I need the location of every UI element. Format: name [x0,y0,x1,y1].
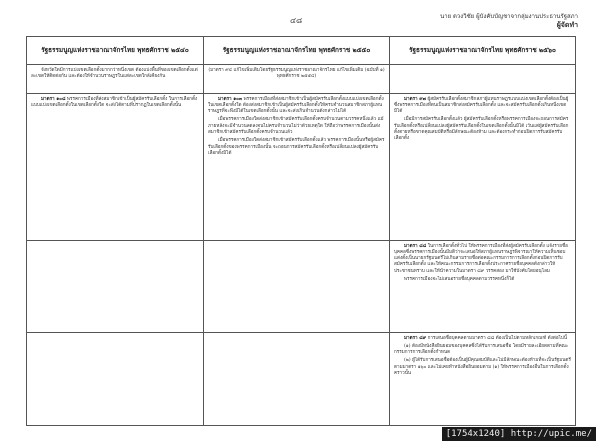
table-row [27,64,576,93]
header-2540: รัฐธรรมนูญแห่งราชอาณาจักรไทย พุทธศักราช ๒๕๔๐ [27,37,204,65]
header-role: ผู้จัดทำ [556,21,578,29]
mid-cell-2540 [27,240,204,332]
section-number: มาตรา ๘๘ [404,243,427,249]
header-2550: รัฐธรรมนูญแห่งราชอาณาจักรไทย พุทธศักราช ๒๕๕๐ [204,37,390,65]
table-row [27,240,576,332]
paragraph: เมื่อพรรคการเมืองใดส่งสมาชิกเข้าสมัครรับเลือกตั้งแล้ว พรรคการเมืองนั้นหรือผู้สมัครรับเลือกตั้งของพรรคการเมืองนั้น จะถอนการสมัครรับเลือกตั้งหรือเปลี่ยนแปลงผู้สมัครรับเลือกตั้งมิได้ [208,138,385,156]
comparison-table [26,36,576,426]
table-header-row [27,37,576,65]
list-item: (๒) ผู้ได้รับการเสนอชื่อต้องเป็นผู้มีคุณสมบัติและไม่มีลักษณะต้องห้ามที่จะเป็นรัฐมนตรีตามมาตรา ๑๖๐ และไม่เคยทำหนังสือยินยอมตาม (๑) ให้พรรคการเมืองอื่นในการเลือกตั้งคราวนั้น [394,358,571,377]
last-cell-2560 [390,332,576,425]
intro-cell-2560 [390,64,576,93]
last-cell-2540 [27,332,204,425]
main-cell-2540 [27,93,204,240]
intro-cell-2540: จังหวัดใดมีการแบ่งเขตเลือกตั้งมากกว่าหนึ่งเขต ต้องแบ่งพื้นที่ของเขตเลือกตั้งแต่ละเขตให้ติดต่อกัน และต้องให้จำนวนราษฎรในแต่ละเขตใกล้เคียงกัน [27,64,204,93]
section-text: พรรคการเมืองที่ส่งสมาชิกเข้าเป็นผู้สมัครรับเลือกตั้ง ในการเลือกตั้งแบบแบ่งเขตเลือกตั้งในเขตเลือกตั้งใด จะส่งได้ตามที่ปรากฏในเขตเลือกตั้งนั้น [31,96,198,108]
paragraph: พรรคการเมืองจะไม่เสนอรายชื่อบุคคลตามวรรคหนึ่งก็ได้ [404,277,515,283]
page-header [440,12,578,30]
image-host-watermark: [1754x1240] http://upic.me/ [442,427,596,441]
main-cell-2550 [204,93,390,240]
table-row [27,93,576,240]
mid-cell-2560 [390,240,576,332]
header-2560: รัฐธรรมนูญแห่งราชอาณาจักรไทย พุทธศักราช ๒๕๖๐ [390,37,576,65]
section-text: การเสนอชื่อบุคคลตามมาตรา ๘๘ ต้องเป็นไปตามหลักเกณฑ์ ดังต่อไปนี้ [427,335,567,341]
section-text: พรรคการเมืองที่ส่งสมาชิกเข้าเป็นผู้สมัครรับเลือกตั้งแบบแบ่งเขตเลือกตั้งในเขตเลือกตั้งใด ต้องส่งสมาชิกเข้าเป็นผู้สมัครรับเลือกตั้งให้ครบจำนวนสมาชิกสภาผู้แทนราษฎรที่จะพึงมีได้ในเขตเลือกตั้งนั้น และจะส่งเกินจำนวนดังกล่าวไม่ได้ [208,96,384,115]
last-cell-2550 [204,332,390,425]
paragraph: เมื่อพรรคการเมืองใดส่งสมาชิกเข้าสมัครรับเลือกตั้งครบจำนวนตามวรรคหนึ่งแล้ว แม้ภายหลังจะมีจำนวนลดลงจนไม่ครบจำนวนไม่ว่าด้วยเหตุใด ให้ถือว่าพรรคการเมืองนั้นส่งสมาชิกเข้าสมัครรับเลือกตั้งครบจำนวนแล้ว [208,117,384,136]
table-row [27,332,576,425]
mid-cell-2550 [204,240,390,332]
section-number: มาตรา ๑๐๓ [218,96,243,102]
section-text: ผู้สมัครรับเลือกตั้งสมาชิกสภาผู้แทนราษฎรแบบแบ่งเขตเลือกตั้งต้องเป็นผู้ซึ่งพรรคการเมืองที่ตนเป็นสมาชิกส่งสมัครรับเลือกตั้ง และจะสมัครรับเลือกตั้งเกินหนึ่งเขตมิได้ [394,96,569,115]
intro-cell-2550: (มาตรา ๙๔ แก้ไขเพิ่มเติมโดยรัฐธรรมนูญแห่งราชอาณาจักรไทย แก้ไขเพิ่มเติม (ฉบับที่ ๑) พุทธศักราช ๒๕๕๔) [204,64,390,93]
section-number: มาตรา ๙๗ [404,96,427,102]
header-author: นาย ดวงวิชัย ผู้บังคับบัญชาจากลุ่มงานประธานรัฐสภา [440,13,578,20]
main-cell-2560 [390,93,576,240]
paragraph: เมื่อมีการสมัครรับเลือกตั้งแล้ว ผู้สมัครรับเลือกตั้งหรือพรรคการเมืองจะถอนการสมัครรับเลือกตั้งหรือเปลี่ยนแปลงผู้สมัครรับเลือกตั้งในเขตเลือกตั้งนั้นมิได้ เว้นแต่ผู้สมัครรับเลือกตั้งตายหรือขาดคุณสมบัติหรือมีลักษณะต้องห้าม และต้องกระทำก่อนปิดการรับสมัครรับเลือกตั้ง [394,117,569,142]
section-number: มาตรา ๑๐๘ [41,96,66,102]
section-text: ในการเลือกตั้งทั่วไป ให้พรรคการเมืองที่ส่งผู้สมัครรับเลือกตั้ง แจ้งรายชื่อบุคคลซึ่งพรรคการเมืองนั้นมีมติว่าจะเสนอให้สภาผู้แทนราษฎรพิจารณาให้ความเห็นชอบแต่งตั้งเป็นนายกรัฐมนตรีไม่เกินสามรายชื่อต่อคณะกรรมการการเลือกตั้งก่อนปิดการรับสมัครรับเลือกตั้ง และให้คณะกรรมการการเลือกตั้งประกาศรายชื่อบุคคลดังกล่าวให้ประชาชนทราบ และให้นำความในมาตรา ๘๙ วรรคสอง มาใช้บังคับโดยอนุโลม [394,243,568,274]
page-number: ๔๘ [290,16,303,25]
section-number: มาตรา ๘๙ [404,335,427,341]
list-item: (๑) ต้องมีหนังสือยินยอมของบุคคลซึ่งได้รับการเสนอชื่อ โดยมีรายละเอียดตามที่คณะกรรมการการเลือกตั้งกำหนด [394,343,569,356]
